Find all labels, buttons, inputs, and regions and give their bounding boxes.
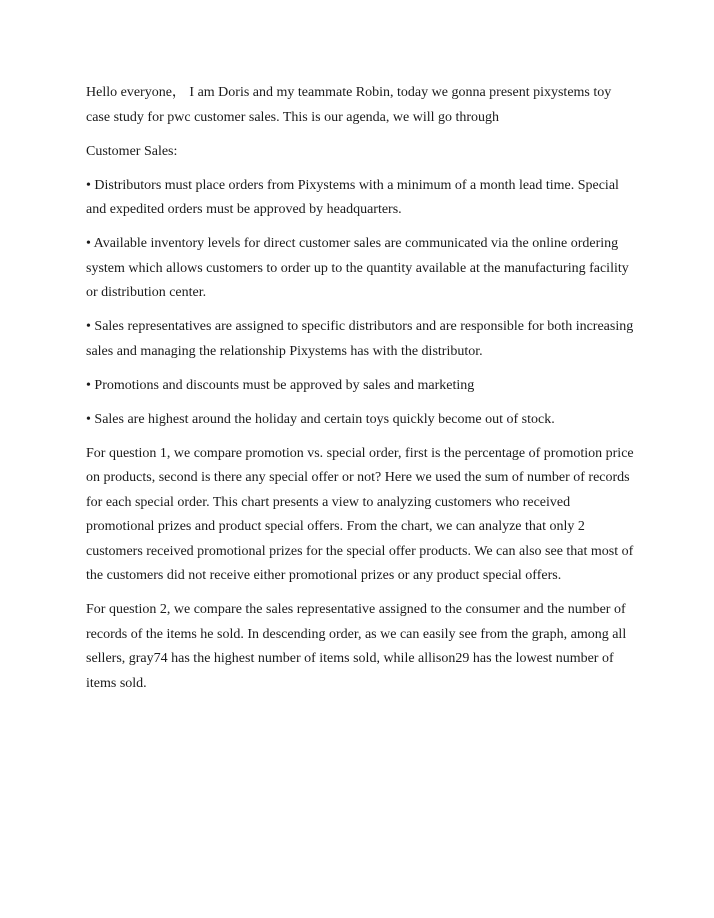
section-heading-customer-sales: Customer Sales: (86, 143, 178, 159)
question-1-paragraph: For question 1, we compare promotion vs. special order, first is the percentage of promotion price on products, second is there any special offer or not? Here we used the sum of number of records for each special order. This chart presents a view to analyzing customers who received promotional prizes and product special offers. From the chart, we can analyze that only 2 customers received promotional prizes for the special offer products. We can also see that most of the customers did not receive either promotional prizes or any product special offers. (86, 445, 634, 583)
bullet-promotions: • Promotions and discounts must be approved by sales and marketing (86, 377, 475, 393)
intro-paragraph: Hello everyone， I am Doris and my teammate Robin, today we gonna present pixystems toy case study for pwc customer sales. This is our agenda, we will go through (86, 85, 612, 125)
bullet-sales-representatives: • Sales representatives are assigned to specific distributors and are responsible for both increasing sales and managing the relationship Pixystems has with the distributor. (86, 319, 634, 359)
question-2-paragraph: For question 2, we compare the sales representative assigned to the consumer and the number of records of the items he sold. In descending order, as we can easily see from the graph, among all sellers, gray74 has the highest number of items sold, while allison29 has the lowest number of items sold. (86, 602, 627, 691)
document-page (86, 81, 638, 706)
bullet-distributors: • Distributors must place orders from Pixystems with a minimum of a month lead time. Special and expedited orders must be approved by headquarters. (86, 177, 619, 217)
bullet-holiday-sales: • Sales are highest around the holiday and certain toys quickly become out of stock. (86, 411, 555, 427)
bullet-inventory: • Available inventory levels for direct customer sales are communicated via the online ordering system which allows customers to order up to the quantity available at the manufacturing facility or distribution center. (86, 236, 629, 300)
